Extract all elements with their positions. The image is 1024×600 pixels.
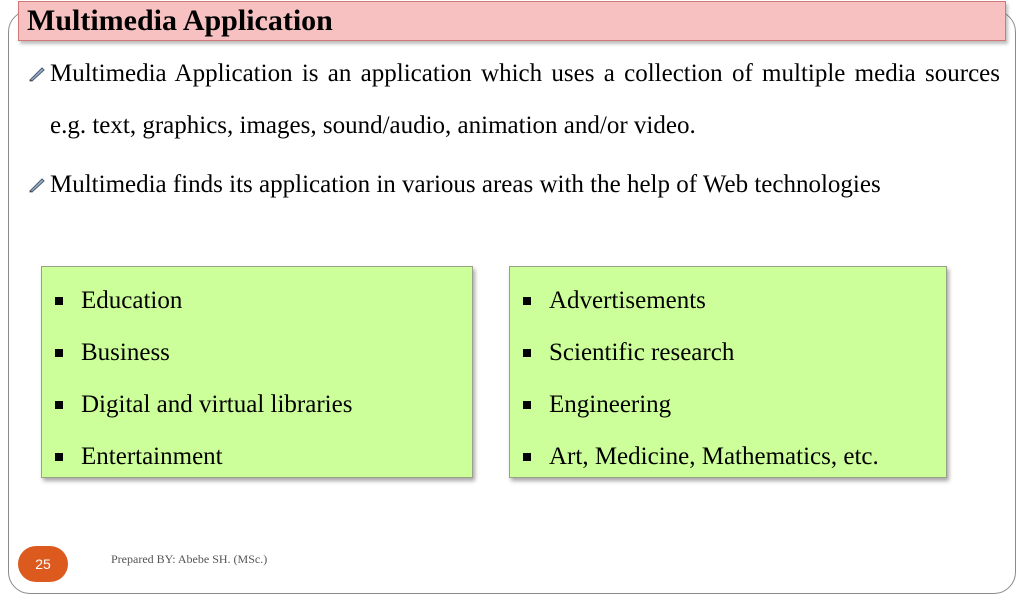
applications-box-right: [509, 266, 947, 478]
applications-box-left: [41, 266, 473, 478]
page-number-badge: 25: [18, 546, 68, 582]
list-item: Education: [54, 275, 352, 327]
square-bullet-icon: [55, 297, 63, 305]
list-item: Digital and virtual libraries: [54, 379, 352, 431]
footer-text: Prepared BY: Abebe SH. (MSc.): [111, 552, 268, 566]
square-bullet-icon: [523, 453, 531, 461]
square-bullet-icon: [523, 297, 531, 305]
applications-list-left: [54, 275, 352, 483]
pen-nib-icon: [28, 66, 46, 82]
paragraph-applications: Multimedia finds its application in various areas with the help of Web technologies: [50, 171, 881, 198]
pen-nib-icon: [28, 177, 46, 193]
list-item: Scientific research: [522, 327, 879, 379]
slide-title: Multimedia Application: [27, 4, 333, 37]
paragraph-definition: Multimedia Application is an application which uses a collection of multiple media sources e.g. text, graphics, images, sound/audio, animation and/or video.: [50, 60, 1000, 139]
title-bar: [18, 1, 1006, 41]
list-item: Entertainment: [54, 431, 352, 483]
applications-list-right: [522, 275, 879, 483]
list-item: Engineering: [522, 379, 879, 431]
square-bullet-icon: [523, 349, 531, 357]
square-bullet-icon: [523, 401, 531, 409]
list-item: Business: [54, 327, 352, 379]
square-bullet-icon: [55, 349, 63, 357]
list-item: Advertisements: [522, 275, 879, 327]
square-bullet-icon: [55, 401, 63, 409]
square-bullet-icon: [55, 453, 63, 461]
list-item: Art, Medicine, Mathematics, etc.: [522, 431, 879, 483]
